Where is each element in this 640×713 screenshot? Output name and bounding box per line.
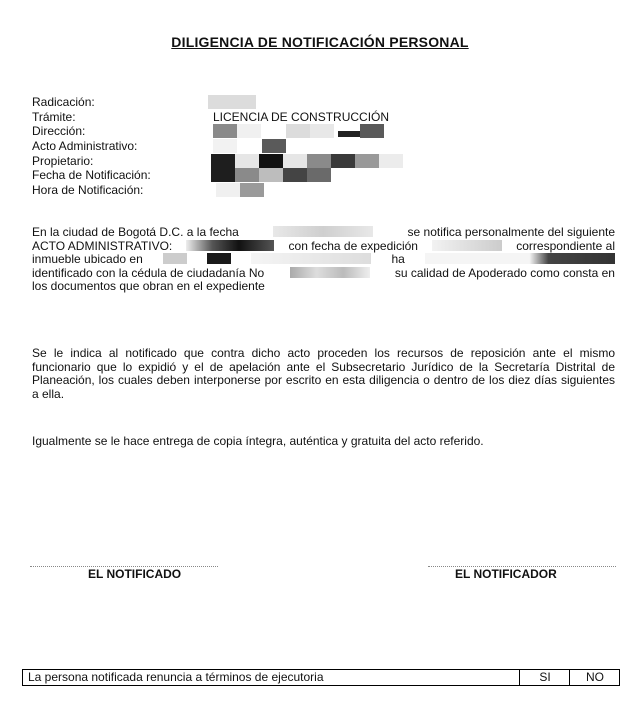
document-title: DILIGENCIA DE NOTIFICACIÓN PERSONAL [171, 34, 469, 50]
field-label-propietario: Propietario: [32, 154, 94, 168]
paragraph-notificacion: En la ciudad de Bogotá D.C. a la fecha se notifica personalmente del siguiente ACTO ADMINISTRATIVO: con fecha de expedición correspondiente al inmueble ubicado en ha identificado con la cédula de ciudadanía No su calidad de Apoderado como consta en los documentos que obran en el expediente [32, 225, 615, 293]
paragraph-entrega-copia: Igualmente se le hace entrega de copia íntegra, auténtica y gratuita del acto referido. [32, 434, 484, 448]
signature-label-notificado: EL NOTIFICADO [88, 567, 182, 581]
renuncia-no-label: NO [586, 670, 604, 684]
field-label-hora-notificacion: Hora de Notificación: [32, 183, 144, 197]
field-value-tramite: LICENCIA DE CONSTRUCCIÓN [213, 110, 390, 124]
renuncia-si-cell[interactable] [519, 670, 570, 685]
field-label-fecha-notificacion: Fecha de Notificación: [32, 168, 151, 182]
field-label-direccion: Dirección: [32, 124, 86, 138]
renuncia-terminos-box [22, 669, 620, 686]
field-label-radicacion: Radicación: [32, 95, 95, 109]
renuncia-si-label: SI [539, 670, 551, 684]
renuncia-text: La persona notificada renuncia a términos de ejecutoria [28, 670, 324, 684]
field-label-tramite: Trámite: [32, 110, 76, 124]
field-label-acto-administrativo: Acto Administrativo: [32, 139, 138, 153]
paragraph-recursos: Se le indica al notificado que contra dicho acto proceden los recursos de reposición ante el mismo funcionario que lo expidió y el de apelación ante el Subsecretario Jurídico de la Secretaría Distrital de Planeación, los cuales deben interponerse por escrito en esta diligencia o dentro de los diez días siguientes a ella. [32, 346, 615, 401]
signature-label-notificador: EL NOTIFICADOR [455, 567, 557, 581]
renuncia-no-cell[interactable] [569, 670, 620, 685]
